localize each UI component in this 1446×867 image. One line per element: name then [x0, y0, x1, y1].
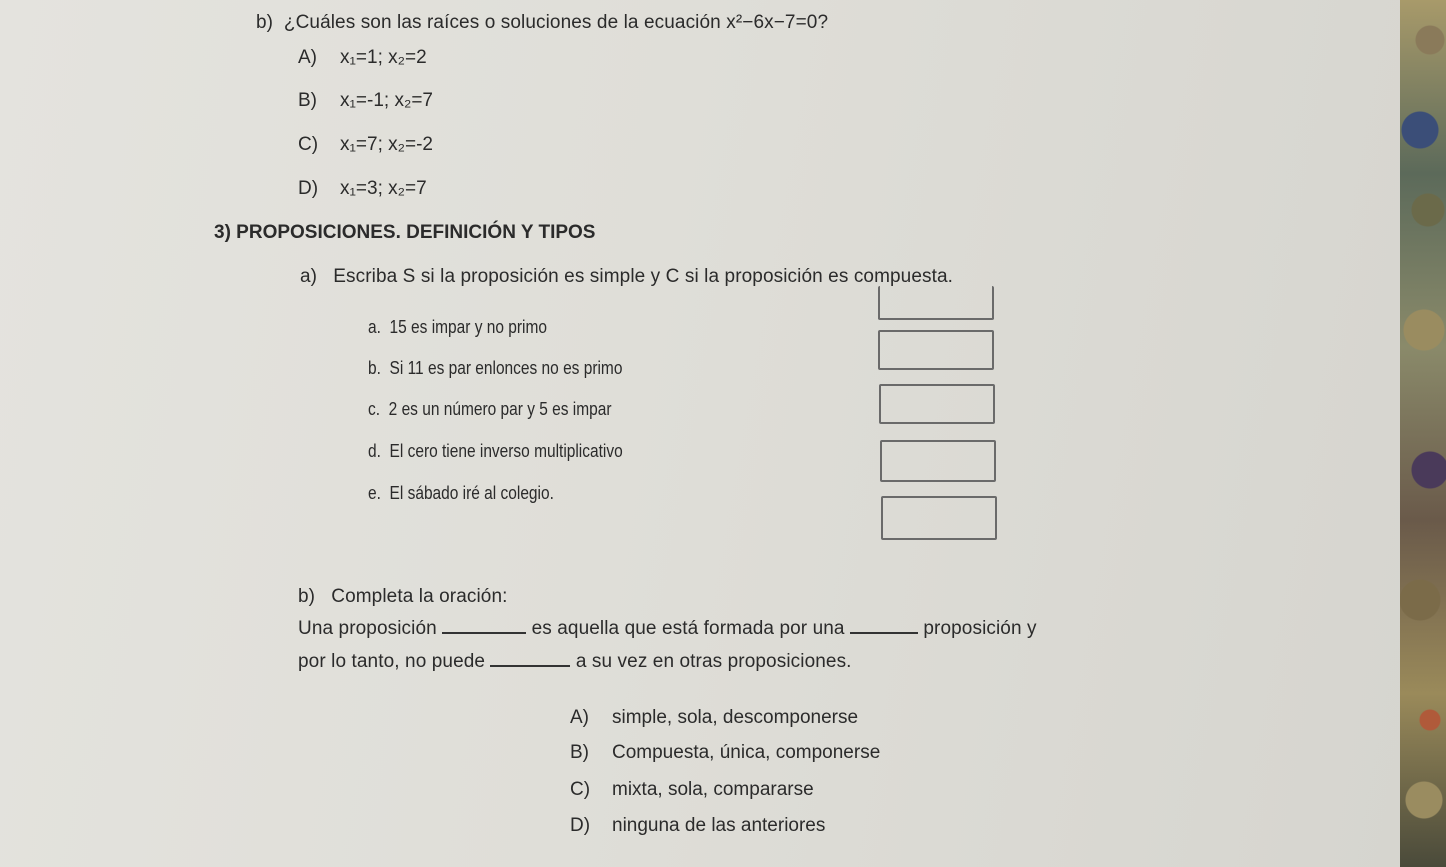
choice-b[interactable]: [570, 742, 880, 764]
part-b-text: Completa la oración:: [331, 586, 508, 607]
part-a-label: a): [300, 266, 318, 287]
option-text: x₁=7; x₂=-2: [340, 134, 433, 155]
choice-c[interactable]: [570, 779, 814, 801]
option-d[interactable]: [298, 178, 427, 200]
question-b-label: b): [256, 12, 274, 33]
option-letter: C): [298, 134, 319, 155]
statement-d: [368, 441, 623, 462]
answer-box-d[interactable]: [880, 440, 996, 482]
statement-letter: c.: [368, 399, 381, 419]
statement-a: [368, 317, 547, 338]
choice-letter: B): [570, 742, 589, 763]
choice-text: ninguna de las anteriores: [612, 815, 826, 836]
choice-text: mixta, sola, compararse: [612, 779, 814, 800]
statement-letter: b.: [368, 358, 381, 378]
sentence-fragment: proposición y: [923, 618, 1037, 639]
statement-text: El sábado iré al colegio.: [389, 483, 554, 503]
option-text: x₁=3; x₂=7: [340, 178, 427, 199]
choice-text: simple, sola, descomponerse: [612, 707, 859, 728]
blank-3[interactable]: [490, 651, 570, 667]
option-a[interactable]: [298, 47, 427, 69]
part-b-instruction: [298, 586, 508, 608]
blank-1[interactable]: [442, 618, 526, 634]
choice-text: Compuesta, única, componerse: [612, 742, 881, 763]
answer-box-e[interactable]: [881, 496, 997, 540]
question-b-equation: x²−6x−7=0?: [726, 12, 829, 33]
statement-letter: e.: [368, 483, 381, 503]
choice-a[interactable]: [570, 707, 858, 729]
choice-letter: C): [570, 779, 591, 800]
option-text: x₁=-1; x₂=7: [340, 90, 433, 111]
choice-d[interactable]: [570, 815, 825, 837]
sentence-fragment: a su vez en otras proposiciones.: [575, 651, 852, 672]
background-fabric-edge: [1400, 0, 1446, 867]
sentence-line-1: [298, 618, 1037, 640]
statement-b: [368, 358, 622, 379]
part-a-text: Escriba S si la proposición es simple y C si la proposición es compuesta.: [333, 266, 954, 287]
choice-letter: D): [570, 815, 591, 836]
option-b[interactable]: [298, 90, 433, 112]
answer-box-a[interactable]: [878, 286, 994, 320]
option-letter: D): [298, 178, 319, 199]
statement-text: El cero tiene inverso multiplicativo: [389, 441, 623, 461]
sentence-fragment: por lo tanto, no puede: [298, 651, 486, 672]
part-b-label: b): [298, 586, 316, 607]
statement-text: 2 es un número par y 5 es impar: [388, 399, 612, 419]
answer-box-c[interactable]: [879, 384, 995, 424]
choice-letter: A): [570, 707, 589, 728]
statement-e: [368, 483, 554, 504]
statement-c: [368, 399, 612, 420]
option-c[interactable]: [298, 134, 433, 156]
option-letter: A): [298, 47, 317, 68]
question-b-prompt: [256, 12, 828, 34]
statement-text: 15 es impar y no primo: [389, 317, 547, 337]
option-letter: B): [298, 90, 317, 111]
option-text: x₁=1; x₂=2: [340, 47, 427, 68]
statement-text: Si 11 es par enlonces no es primo: [389, 358, 623, 378]
answer-box-b[interactable]: [878, 330, 994, 370]
sentence-fragment: es aquella que está formada por una: [531, 618, 845, 639]
statement-letter: d.: [368, 441, 381, 461]
section-3-heading: 3) PROPOSICIONES. DEFINICIÓN Y TIPOS: [214, 222, 596, 243]
sentence-line-2: [298, 651, 852, 673]
blank-2[interactable]: [850, 618, 918, 634]
question-b-text: ¿Cuáles son las raíces o soluciones de la ecuación: [283, 12, 721, 33]
part-a-instruction: [300, 266, 953, 288]
sentence-fragment: Una proposición: [298, 618, 437, 639]
statement-letter: a.: [368, 317, 381, 337]
